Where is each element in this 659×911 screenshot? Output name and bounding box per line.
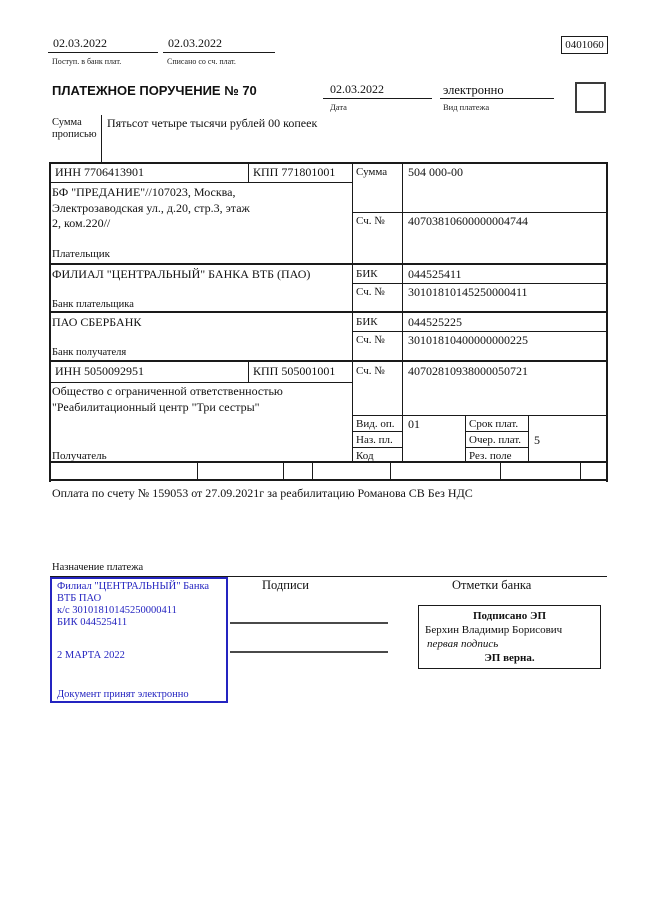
signature-line-1 — [230, 622, 388, 624]
form-code-box — [561, 36, 608, 54]
esignature-signer-name: Берхин Владимир Борисович — [425, 624, 563, 636]
bank-acceptance-stamp — [50, 577, 228, 703]
payer-account: 40703810600000004744 — [408, 214, 528, 228]
coderow-divider-5 — [500, 463, 501, 480]
payer-account-label: Сч. № — [356, 215, 385, 227]
form-code: 0401060 — [565, 39, 604, 51]
divider-payerbank-payeebank — [49, 311, 608, 313]
payment-type-underline — [440, 98, 554, 99]
stamp-bank-name-line2: ВТБ ПАО — [57, 593, 102, 604]
sum-label: Сумма — [356, 166, 388, 178]
divider-bik1-account — [352, 283, 607, 284]
payer-name-line2: Электрозаводская ул., д.20, стр.3, этаж — [52, 200, 250, 215]
payer-name-line1: БФ "ПРЕДАНИЕ"//107023, Москва, — [52, 185, 236, 199]
payee-bank-bik: 044525225 — [408, 315, 462, 329]
payer-kpp: КПП 771801001 — [253, 165, 336, 179]
divider-inn-kpp-payer — [248, 163, 249, 182]
due-date-label: Срок плат. — [469, 418, 519, 430]
payment-purpose-text: Оплата по счету № 159053 от 27.09.2021г за реабилитацию Романова СВ Без НДС — [52, 486, 473, 500]
divider-vidop-nazpl — [352, 431, 403, 432]
payee-bank-account: 30101810400000000225 — [408, 333, 528, 347]
esignature-stamp-box — [418, 605, 601, 669]
divider-payeebank-payee — [49, 360, 608, 362]
divider-inn-kpp-payee — [248, 362, 249, 382]
payee-account: 40702810938000050721 — [408, 364, 528, 378]
divider-account-vidop — [352, 415, 607, 416]
divider-innkpp-payee — [50, 382, 352, 383]
divider-srok-ocher — [465, 431, 529, 432]
payer-bank-name: ФИЛИАЛ "ЦЕНТРАЛЬНЫЙ" БАНКА ВТБ (ПАО) — [52, 267, 311, 281]
payee-name — [52, 384, 283, 415]
bank-marks-header: Отметки банка — [452, 578, 532, 592]
payee-kpp: КПП 505001001 — [253, 364, 336, 378]
payee-bank-name: ПАО СБЕРБАНК — [52, 315, 142, 329]
stamp-bank-name-line1: Филиал "ЦЕНТРАЛЬНЫЙ" Банка — [57, 581, 210, 592]
date-label: Дата — [330, 102, 347, 112]
document-title: ПЛАТЕЖНОЕ ПОРУЧЕНИЕ № 70 — [52, 83, 257, 98]
divider-op-value-srok — [465, 415, 466, 462]
debited-date-underline — [163, 52, 275, 53]
priority-value: 5 — [534, 433, 540, 447]
divider-nazpl-kod — [352, 447, 403, 448]
payer-bank-account: 30101810145250000411 — [408, 285, 528, 299]
divider-innkpp-payer — [50, 182, 352, 183]
debited-date: 02.03.2022 — [168, 36, 222, 50]
table-border-bottom — [49, 479, 608, 481]
op-type-label: Вид. оп. — [356, 418, 395, 430]
divider-leftblock-labels — [352, 163, 353, 462]
op-type-value: 01 — [408, 417, 420, 431]
payer-bank-bik: 044525411 — [408, 267, 462, 281]
payment-type-label: Вид платежа — [443, 102, 490, 112]
payer-bank-bik-label: БИК — [356, 268, 378, 280]
esignature-title: Подписано ЭП — [472, 610, 547, 622]
payee-name-line2: "Реабилитационный центр "Три сестры" — [52, 399, 260, 414]
payer-name — [52, 185, 250, 232]
table-border-right — [606, 162, 608, 482]
esignature-verified: ЭП верна. — [484, 652, 535, 664]
payee-name-line1: Общество с ограниченной ответственностью — [52, 384, 283, 398]
payer-section-label: Плательщик — [52, 248, 110, 260]
payer-bank-section-label: Банк плательщика — [52, 299, 134, 310]
payee-bank-bik-label: БИК — [356, 316, 378, 328]
payee-section-label: Получатель — [52, 450, 107, 462]
received-in-bank-label: Поступ. в банк плат. — [52, 57, 122, 66]
payer-status-box — [575, 82, 606, 113]
divider-payer-payerbank — [49, 263, 608, 265]
payer-bank-account-label: Сч. № — [356, 286, 385, 298]
divider-bik2-account — [352, 331, 607, 332]
coderow-divider-3 — [312, 463, 313, 480]
coderow-divider-4 — [390, 463, 391, 480]
stamp-bik: БИК 044525411 — [57, 617, 128, 628]
esignature-subtitle: первая подпись — [427, 638, 499, 650]
document-date: 02.03.2022 — [330, 82, 384, 96]
payee-bank-account-label: Сч. № — [356, 334, 385, 346]
payer-inn: ИНН 7706413901 — [55, 165, 144, 179]
stamp-corr-account: к/с 30101810145250000411 — [57, 605, 177, 616]
payment-type-value: электронно — [443, 83, 504, 97]
payer-name-line3: 2, ком.220// — [52, 216, 111, 230]
divider-summa-account — [352, 212, 607, 213]
amount-in-words-label: Сумма прописью — [52, 117, 97, 140]
divider-ocher-rezpole — [465, 447, 529, 448]
received-in-bank-date: 02.03.2022 — [53, 36, 107, 50]
coderow-divider-6 — [580, 463, 581, 480]
sum-value: 504 000-00 — [408, 165, 463, 179]
date-underline — [323, 98, 432, 99]
coderow-divider-2 — [283, 463, 284, 480]
payee-bank-section-label: Банк получателя — [52, 347, 127, 358]
debited-label: Списано со сч. плат. — [167, 57, 236, 66]
reserve-field-label: Рез. поле — [469, 450, 512, 462]
table-border-left — [49, 162, 51, 482]
coderow-divider-1 — [197, 463, 198, 480]
amount-words-divider — [101, 115, 102, 163]
divider-payee-coderow — [49, 461, 608, 463]
payee-inn: ИНН 5050092951 — [55, 364, 144, 378]
priority-label: Очер. плат. — [469, 434, 522, 446]
received-date-underline — [48, 52, 158, 53]
divider-labels-values — [402, 163, 403, 462]
signature-line-2 — [230, 651, 388, 653]
stamp-date: 2 МАРТА 2022 — [57, 650, 125, 661]
purpose-code-label: Наз. пл. — [356, 434, 393, 446]
table-border-top — [49, 162, 608, 164]
signatures-header: Подписи — [262, 578, 309, 592]
code-label: Код — [356, 450, 374, 462]
amount-in-words: Пятьсот четыре тысячи рублей 00 копеек — [107, 116, 318, 130]
divider-srok-value — [528, 415, 529, 462]
payment-purpose-label: Назначение платежа — [52, 562, 144, 573]
stamp-accepted-note: Документ принят электронно — [57, 689, 189, 700]
payee-account-label: Сч. № — [356, 365, 385, 377]
